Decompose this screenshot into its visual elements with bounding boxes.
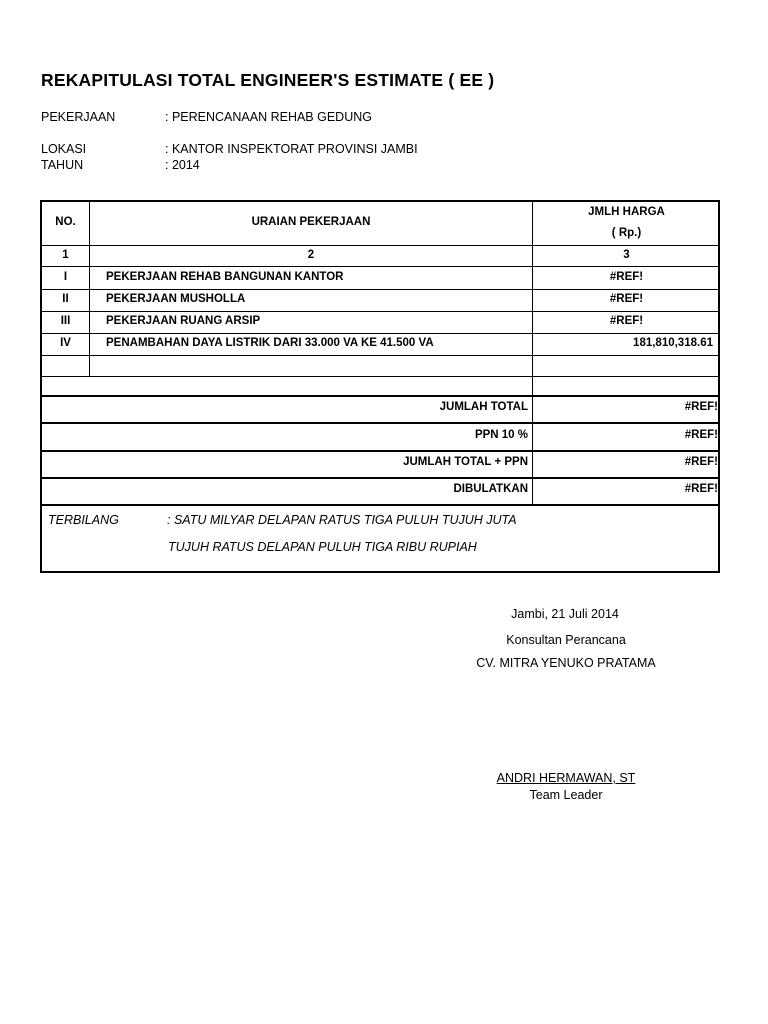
terbilang-line1: : SATU MILYAR DELAPAN RATUS TIGA PULUH TUJUH JUTA bbox=[167, 513, 517, 527]
estimate-table bbox=[40, 200, 720, 573]
total-value: #REF! bbox=[684, 429, 718, 441]
table-rule bbox=[42, 266, 718, 267]
table-rule bbox=[42, 477, 718, 479]
info-label: LOKASI bbox=[41, 142, 87, 156]
document-title: REKAPITULASI TOTAL ENGINEER'S ESTIMATE ( EE ) bbox=[41, 70, 495, 90]
header-harga-unit: ( Rp.) bbox=[611, 227, 642, 239]
info-value: : KANTOR INSPEKTORAT PROVINSI JAMBI bbox=[165, 142, 418, 156]
total-label: JUMLAH TOTAL + PPN bbox=[403, 456, 528, 468]
table-rule bbox=[42, 395, 718, 397]
signer-name: ANDRI HERMAWAN, ST bbox=[496, 771, 636, 785]
table-rule bbox=[42, 450, 718, 452]
row-no: I bbox=[63, 271, 68, 283]
total-label: DIBULATKAN bbox=[453, 483, 528, 495]
row-uraian: PEKERJAAN REHAB BANGUNAN KANTOR bbox=[106, 271, 344, 283]
terbilang-line2: TUJUH RATUS DELAPAN PULUH TIGA RIBU RUPIAH bbox=[168, 540, 477, 554]
info-label: PEKERJAAN bbox=[41, 110, 116, 124]
table-rule bbox=[42, 333, 718, 334]
info-label: TAHUN bbox=[41, 158, 84, 172]
info-value: : PERENCANAAN REHAB GEDUNG bbox=[165, 110, 372, 124]
table-rule bbox=[42, 376, 718, 377]
total-value: #REF! bbox=[684, 456, 718, 468]
row-no: III bbox=[60, 315, 71, 327]
terbilang-label: TERBILANG bbox=[48, 513, 119, 527]
signer-role: Konsultan Perancana bbox=[506, 633, 626, 647]
row-no: IV bbox=[60, 337, 71, 349]
total-value: #REF! bbox=[684, 401, 718, 413]
row-uraian: PENAMBAHAN DAYA LISTRIK DARI 33.000 VA KE 41.500 VA bbox=[106, 337, 434, 349]
company-name: CV. MITRA YENUKO PRATAMA bbox=[476, 656, 656, 670]
table-rule bbox=[42, 422, 718, 424]
header-no: NO. bbox=[55, 216, 76, 228]
signer-position: Team Leader bbox=[529, 788, 603, 802]
colnum-3: 3 bbox=[623, 249, 630, 261]
table-rule bbox=[42, 289, 718, 290]
colnum-1: 1 bbox=[62, 249, 69, 261]
colnum-2: 2 bbox=[307, 249, 315, 261]
row-harga: #REF! bbox=[609, 293, 644, 305]
total-label: JUMLAH TOTAL bbox=[439, 401, 528, 413]
table-rule bbox=[89, 202, 90, 376]
row-no: II bbox=[62, 293, 69, 305]
row-uraian: PEKERJAAN RUANG ARSIP bbox=[106, 315, 261, 327]
table-rule bbox=[42, 245, 718, 246]
place-date: Jambi, 21 Juli 2014 bbox=[511, 607, 619, 621]
table-rule bbox=[42, 504, 718, 506]
row-harga: #REF! bbox=[609, 315, 644, 327]
total-label: PPN 10 % bbox=[474, 429, 528, 441]
row-harga: #REF! bbox=[609, 271, 644, 283]
table-rule bbox=[42, 355, 718, 356]
info-value: : 2014 bbox=[165, 158, 200, 172]
table-rule bbox=[42, 311, 718, 312]
row-uraian: PEKERJAAN MUSHOLLA bbox=[106, 293, 246, 305]
row-harga: 181,810,318.61 bbox=[633, 337, 713, 349]
total-value: #REF! bbox=[684, 483, 718, 495]
header-harga: JMLH HARGA bbox=[588, 206, 665, 218]
header-uraian: URAIAN PEKERJAAN bbox=[251, 216, 371, 228]
